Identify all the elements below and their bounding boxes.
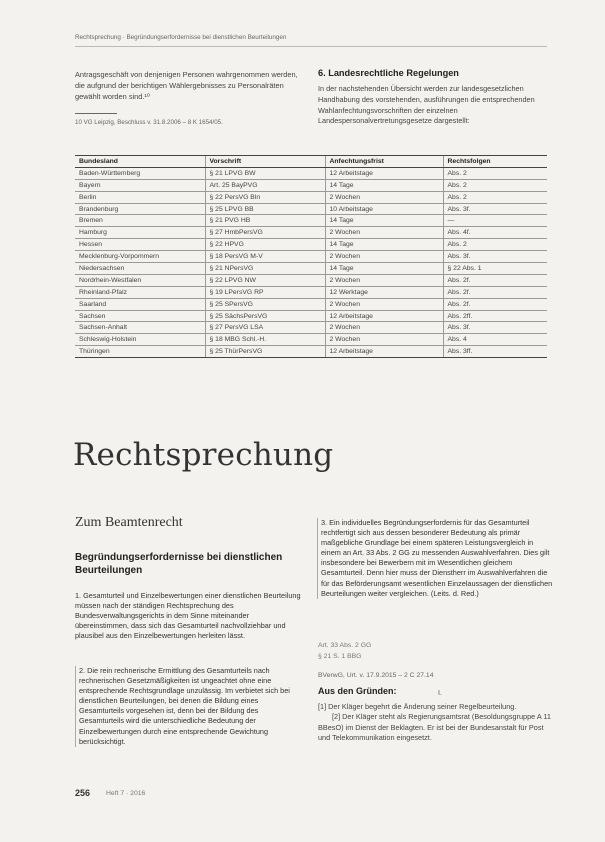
- right-column-text: In der nachstehenden Übersicht werden zur landesgesetzlichen Handhabung des vorstehenden, ausführungen die entsprechenden Wahlanfechtungsvorschriften der einzelnen Landespersonalvertretungsgesetze dargestellt:: [318, 84, 535, 126]
- leitsatz-2: [75, 666, 305, 747]
- table-cell: 12 Arbeitstage: [325, 167, 443, 179]
- table-cell: Abs. 4f.: [443, 227, 547, 239]
- table-cell: Abs. 2: [443, 191, 547, 203]
- table-row: [75, 346, 547, 358]
- table-cell: 2 Wochen: [325, 322, 443, 334]
- table-cell: Brandenburg: [75, 203, 205, 215]
- column-header: Vorschrift: [205, 156, 325, 168]
- norm-references: [318, 640, 371, 662]
- table-cell: § 27 HmbPersVG: [205, 227, 325, 239]
- reasons-heading: Aus den Gründen:: [318, 686, 397, 696]
- table-cell: § 21 PVG HB: [205, 215, 325, 227]
- table-cell: Abs. 2f.: [443, 274, 547, 286]
- table-row: [75, 274, 547, 286]
- table-cell: Abs. 2f.: [443, 298, 547, 310]
- table-cell: Abs. 3f.: [443, 251, 547, 263]
- category-heading: Zum Beamtenrecht: [75, 515, 183, 530]
- table-cell: 2 Wochen: [325, 298, 443, 310]
- table-cell: Abs. 2ff.: [443, 310, 547, 322]
- table-cell: Mecklenburg-Vorpommern: [75, 251, 205, 263]
- table-cell: 14 Tage: [325, 263, 443, 275]
- table-cell: Art. 25 BayPVG: [205, 179, 325, 191]
- article-title: Begründungserfordernisse bei dienstlichen Beurteilungen: [75, 552, 283, 576]
- section-heading-landesrecht: 6. Landesrechtliche Regelungen: [318, 68, 459, 78]
- table-cell: Sachsen: [75, 310, 205, 322]
- column-header: Bundesland: [75, 156, 205, 168]
- leitsatz-3-text: 3. Ein individuelles Begründungserfordernis für das Gesamturteil rechtfertigt sich aus dessen besonderer Bedeutung als primär maßgebliche Grundlage bei einem späteren Leistungsvergleich in einem an Art. 33 Abs. 2 GG zu messenden Auswahlverfahren. Dies gilt insbesondere bei Bewerbern mit im Wesentlichen gleichem Gesamturteil. Denn hier muss der Dienstherr im Auswahlverfahren die für das Beförderungsamt wesentlichen Einzelaussagen der dienstlichen Beurteilungen weiter vergleichen. (Leits. d. Red.): [321, 518, 553, 598]
- table-cell: Abs. 2: [443, 179, 547, 191]
- leitsatz-3: [317, 518, 555, 599]
- table-cell: § 22 HPVG: [205, 239, 325, 251]
- table-cell: § 22 PersVG Bln: [205, 191, 325, 203]
- table-cell: Bayern: [75, 179, 205, 191]
- table-cell: Schleswig-Holstein: [75, 334, 205, 346]
- table-cell: § 27 PersVG LSA: [205, 322, 325, 334]
- table-row: [75, 334, 547, 346]
- reasons-body: [318, 702, 552, 744]
- table-cell: 2 Wochen: [325, 251, 443, 263]
- table-cell: 12 Arbeitstage: [325, 346, 443, 358]
- norm-reference: Art. 33 Abs. 2 GG: [318, 642, 372, 649]
- table-cell: Baden-Württemberg: [75, 167, 205, 179]
- table-cell: § 22 Abs. 1: [443, 263, 547, 275]
- table-body: [75, 167, 547, 357]
- table-cell: Abs. 2f.: [443, 286, 547, 298]
- table-row: [75, 179, 547, 191]
- table-cell: Abs. 3ff.: [443, 346, 547, 358]
- table-cell: § 22 LPVG NW: [205, 274, 325, 286]
- table-cell: Abs. 3f.: [443, 203, 547, 215]
- table-header-row: [75, 156, 547, 168]
- table-row: [75, 263, 547, 275]
- reasons-paragraph: [1] Der Kläger begehrt die Änderung seiner Regelbeurteilung.: [318, 702, 517, 711]
- table-cell: 10 Arbeitstage: [325, 203, 443, 215]
- table-cell: 2 Wochen: [325, 227, 443, 239]
- table-cell: 2 Wochen: [325, 274, 443, 286]
- table-cell: 14 Tage: [325, 239, 443, 251]
- section-title: Rechtsprechung: [73, 437, 334, 473]
- table-cell: § 18 PersVG M-V: [205, 251, 325, 263]
- table-row: [75, 239, 547, 251]
- table-cell: Thüringen: [75, 346, 205, 358]
- column-header: Rechtsfolgen: [443, 156, 547, 168]
- footnote-rule: [75, 113, 117, 114]
- table-cell: 12 Arbeitstage: [325, 310, 443, 322]
- table-row: [75, 251, 547, 263]
- table-row: [75, 310, 547, 322]
- table-cell: Abs. 2: [443, 239, 547, 251]
- norm-reference: § 21 S. 1 BBG: [318, 653, 362, 660]
- running-header: Rechtsprechung · Begründungserfordernisse bei dienstlichen Beurteilungen: [75, 34, 287, 41]
- reasons-paragraph: [2] Der Kläger steht als Regierungsamtsrat (Besoldungsgruppe A 11 BBesO) im Dienst der Beklagten. Er ist bei der Bundesanstalt für Post und Telekommunikation eingesetzt.: [318, 712, 551, 743]
- table-cell: Berlin: [75, 191, 205, 203]
- leitsatz-2-text: 2. Die rein rechnerische Ermittlung des Gesamturteils nach rechnerischen Gesetzmäßigkeiten ist ungeachtet ohne eine entsprechende Rechtsgrundlage unzulässig. Im verbietet sich bei dienstlichen Beurteilungen, bei denen die Bildung eines Gesamturteils vorgesehen ist, denn bei der Bildung des Gesamturteils wird die unterschiedliche Bedeutung der Einzelbewertungen durch eine entsprechende Gewichtung berücksichtigt.: [79, 666, 290, 746]
- table-cell: 12 Werktage: [325, 286, 443, 298]
- left-column-text: Antragsgeschäft von denjenigen Personen wahrgenommen werden, die aufgrund der berichtigen Wählergebnisses zu Personalräten gewählt worden sind.¹⁰: [75, 70, 298, 101]
- table-cell: Abs. 4: [443, 334, 547, 346]
- table-cell: Nordrhein-Westfalen: [75, 274, 205, 286]
- table-cell: Hessen: [75, 239, 205, 251]
- table-cell: Abs. 2: [443, 167, 547, 179]
- court-citation: BVerwG, Urt. v. 17.9.2015 – 2 C 27.14: [318, 672, 434, 679]
- table-cell: Abs. 3f.: [443, 322, 547, 334]
- table-cell: Hamburg: [75, 227, 205, 239]
- issue-label: Heft 7 · 2016: [106, 790, 146, 797]
- page-number: 256: [75, 788, 91, 798]
- table-cell: 14 Tage: [325, 215, 443, 227]
- table-cell: —: [443, 215, 547, 227]
- table-cell: § 21 LPVG BW: [205, 167, 325, 179]
- header-divider: [75, 46, 547, 47]
- table-cell: 2 Wochen: [325, 334, 443, 346]
- table-cell: 2 Wochen: [325, 191, 443, 203]
- table-row: [75, 227, 547, 239]
- table-row: [75, 298, 547, 310]
- table-cell: Bremen: [75, 215, 205, 227]
- table-cell: Saarland: [75, 298, 205, 310]
- table-cell: § 25 SächsPersVG: [205, 310, 325, 322]
- table-cell: Sachsen-Anhalt: [75, 322, 205, 334]
- table-cell: § 25 ThürPersVG: [205, 346, 325, 358]
- roman-numeral: I.: [438, 690, 442, 697]
- table-row: [75, 191, 547, 203]
- table-row: [75, 203, 547, 215]
- table-row: [75, 286, 547, 298]
- table-cell: § 19 LPersVG RP: [205, 286, 325, 298]
- table-cell: § 25 LPVG BB: [205, 203, 325, 215]
- column-header: Anfechtungsfrist: [325, 156, 443, 168]
- table-cell: § 25 SPersVG: [205, 298, 325, 310]
- laender-table: [75, 155, 547, 358]
- table-cell: Niedersachsen: [75, 263, 205, 275]
- table-row: [75, 322, 547, 334]
- leitsatz-1-text: 1. Gesamturteil und Einzelbewertungen einer dienstlichen Beurteilung müssen nach der ständigen Rechtsprechung des Bundesverwaltungsgerichts in dem Sinne miteinander übereinstimmen, dass sich das Gesamturteil nachvollziehbar und plausibel aus den Einzelbewertungen herleiten lässt.: [75, 591, 301, 641]
- leitsatz-1: [75, 591, 301, 641]
- table-row: [75, 215, 547, 227]
- table-cell: 14 Tage: [325, 179, 443, 191]
- table-cell: § 21 NPersVG: [205, 263, 325, 275]
- table-cell: Rheinland-Pfalz: [75, 286, 205, 298]
- table-cell: § 18 MBG Schl.-H.: [205, 334, 325, 346]
- table-row: [75, 167, 547, 179]
- footnote: 10 VG Leipzig, Beschluss v. 31.8.2006 – 8 K 1654/05.: [75, 119, 223, 126]
